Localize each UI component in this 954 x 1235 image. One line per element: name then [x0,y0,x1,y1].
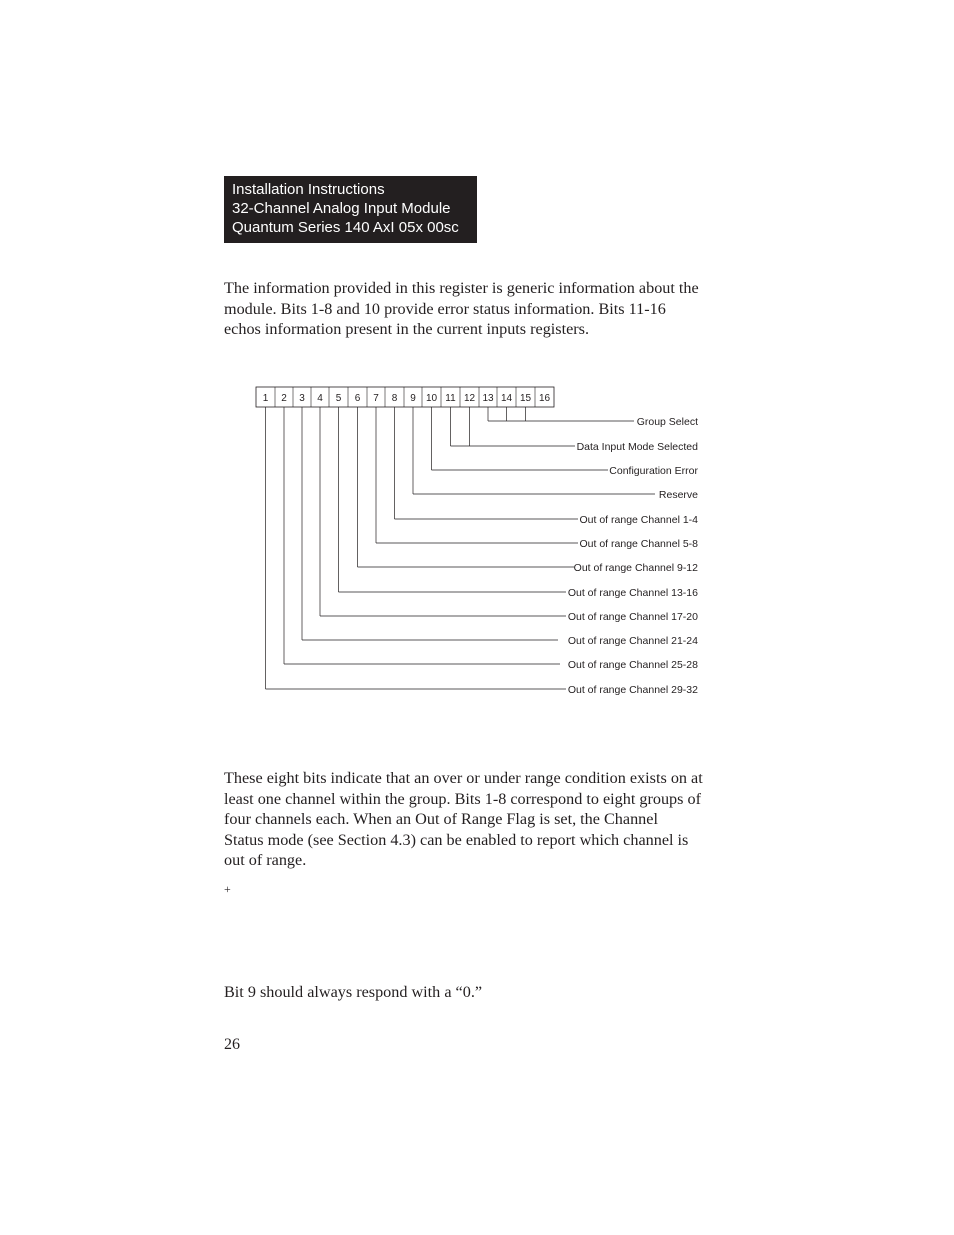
bit-number-label: 10 [425,393,438,404]
bit-number-label: 8 [391,393,398,404]
bit-number-label: 7 [373,393,379,404]
intro-line: echos information present in the current inputs registers. [224,320,590,338]
bit-function-label: Out of range Channel 17-20 [567,611,698,623]
bit-number-label: 4 [317,393,323,404]
bit-number-label: 13 [482,393,494,404]
bit-function-label: Out of range Channel 1-4 [579,514,698,526]
range-line: These eight bits indicate that an over or under range condition exists on at [224,769,703,787]
bit-number-label: 2 [281,393,287,404]
bit-number-label: 1 [262,393,269,404]
range-line: out of range. [224,851,307,869]
header-line-module: 32-Channel Analog Input Module [232,200,451,217]
bit-function-label: Configuration Error [609,465,698,477]
page-number: 26 [224,1036,240,1053]
range-line: four channels each. When an Out of Range Flag is set, the Channel [224,810,658,828]
bit-number-label: 11 [445,393,456,404]
plus-mark: + [224,882,231,896]
intro-line: The information provided in this register is generic information about the [224,279,699,297]
header-line-title: Installation Instructions [232,181,385,198]
intro-line: module. Bits 1-8 and 10 provide error status information. Bits 11-16 [224,299,666,318]
bit-number-label: 15 [519,393,532,404]
bit-function-label: Out of range Channel 21-24 [567,635,698,647]
range-line: Status mode (see Section 4.3) can be enabled to report which channel is [224,830,689,849]
bit-function-label: Group Select [636,416,698,428]
bit-number-label: 3 [299,393,305,404]
bit-function-label: Data Input Mode Selected [576,441,698,453]
bit-number-label: 6 [354,393,361,404]
out-of-range-paragraph [224,768,744,871]
bit-number-label: 9 [410,393,416,404]
bit-number-label: 16 [538,393,551,404]
bit-number-label: 12 [463,393,476,404]
bit-function-label: Out of range Channel 29-32 [567,684,698,696]
header-line-series: Quantum Series 140 AxI 05x 00sc [232,219,459,236]
bit-function-label: Reserve [658,489,698,501]
bit-function-label: Out of range Channel 25-28 [567,659,698,671]
bit-number-label: 14 [500,393,513,404]
bit-number-label: 5 [335,393,342,404]
range-line: least one channel within the group. Bits 1-8 correspond to eight groups of [224,789,701,808]
bit-function-label: Out of range Channel 13-16 [567,587,698,599]
bit9-note: Bit 9 should always respond with a “0.” [224,983,483,1001]
bit-function-label: Out of range Channel 5-8 [579,538,698,550]
bit-function-label: Out of range Channel 9-12 [573,562,698,574]
